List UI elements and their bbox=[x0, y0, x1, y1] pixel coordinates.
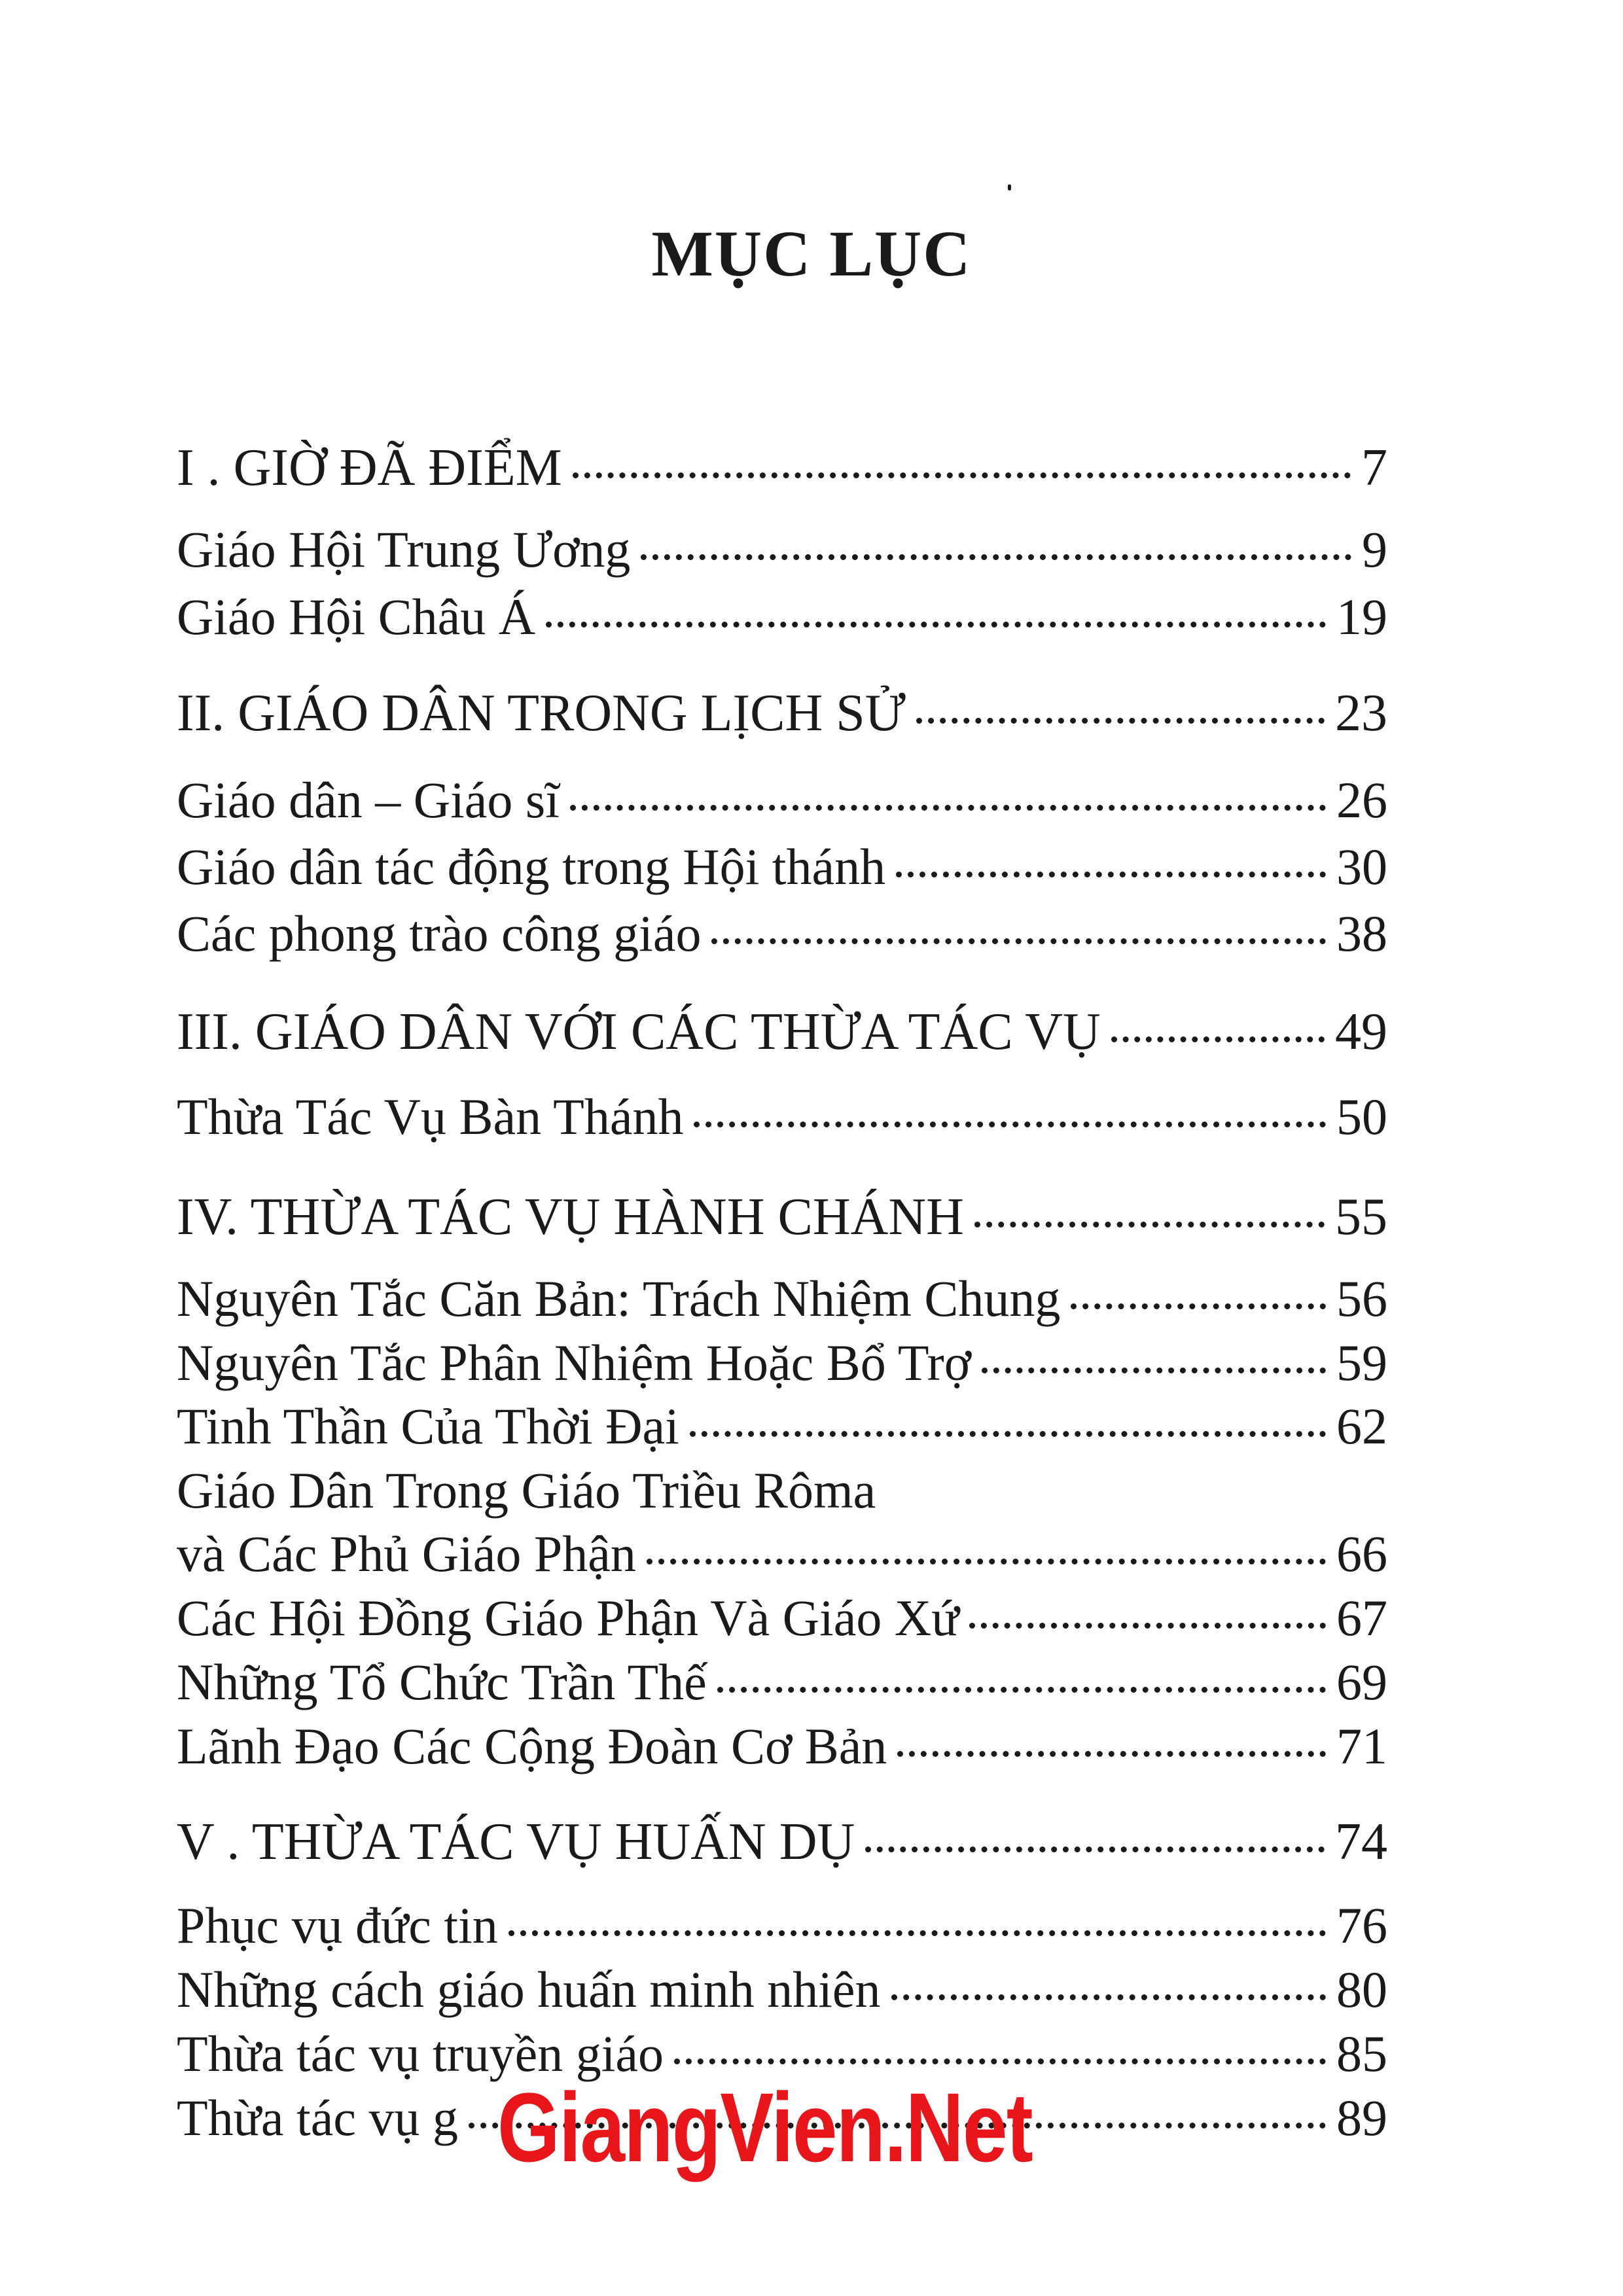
toc-entry-page: 71 bbox=[1336, 1718, 1387, 1775]
toc-entry bbox=[177, 588, 1387, 646]
leader-dots bbox=[690, 1431, 1326, 1437]
toc-entry-page: 67 bbox=[1336, 1589, 1387, 1646]
toc-entry-label: Thừa tác vụ g bbox=[177, 2089, 458, 2146]
toc-entry bbox=[177, 1525, 1387, 1583]
toc-entry-label: Tinh Thần Của Thời Đại bbox=[177, 1398, 679, 1455]
toc-entry-page: 66 bbox=[1336, 1525, 1387, 1582]
toc-entry-page: 62 bbox=[1336, 1398, 1387, 1455]
toc-entry-label: Nguyên Tắc Căn Bản: Trách Nhiệm Chung bbox=[177, 1270, 1061, 1327]
leader-dots bbox=[974, 1222, 1325, 1227]
leader-dots bbox=[717, 1687, 1326, 1693]
toc-entry bbox=[177, 904, 1387, 963]
leader-dots bbox=[896, 872, 1326, 877]
toc-entry-page: 19 bbox=[1336, 588, 1387, 645]
toc-entry bbox=[177, 1896, 1387, 1955]
toc-entry-page: 30 bbox=[1336, 838, 1387, 895]
leader-dots bbox=[508, 1930, 1326, 1936]
scan-speck bbox=[1008, 185, 1011, 190]
leader-dots bbox=[641, 554, 1351, 560]
leader-dots bbox=[891, 1994, 1326, 2000]
toc-entry bbox=[177, 438, 1387, 498]
toc-entry-label: Phục vụ đức tin bbox=[177, 1897, 498, 1954]
toc-entry-page: 38 bbox=[1336, 905, 1387, 962]
toc-entry bbox=[177, 1188, 1387, 1247]
toc-entry bbox=[177, 1333, 1387, 1392]
leader-dots bbox=[897, 1751, 1326, 1757]
toc-entry-page: 59 bbox=[1336, 1334, 1387, 1391]
toc-entry-label: Giáo Dân Trong Giáo Triều Rôma bbox=[177, 1462, 876, 1519]
leader-dots bbox=[865, 1846, 1325, 1852]
toc-entry-label: Giáo Hội Châu Á bbox=[177, 588, 536, 645]
toc-entry-label: Thừa Tác Vụ Bàn Thánh bbox=[177, 1088, 684, 1145]
leader-dots bbox=[982, 1368, 1326, 1373]
toc-entry-page: 80 bbox=[1336, 1961, 1387, 2018]
toc-entry-label: Những cách giáo huấn minh nhiên bbox=[177, 1961, 881, 2018]
toc-entry bbox=[177, 1653, 1387, 1712]
toc-entry-page: 55 bbox=[1335, 1188, 1387, 1246]
toc-entry bbox=[177, 1269, 1387, 1328]
page-title: MỤC LỤC bbox=[651, 217, 972, 290]
leader-dots bbox=[546, 622, 1326, 627]
toc-entry-page: 7 bbox=[1361, 439, 1387, 497]
toc-entry bbox=[177, 1717, 1387, 1776]
toc-entry-label: I . GIỜ ĐÃ ĐIỂM bbox=[177, 439, 562, 497]
toc-entry bbox=[177, 1960, 1387, 2019]
leader-dots bbox=[647, 1559, 1326, 1564]
toc-entry-page: 50 bbox=[1336, 1088, 1387, 1145]
leader-dots bbox=[969, 1623, 1326, 1629]
toc-entry-label: và Các Phủ Giáo Phận bbox=[177, 1525, 636, 1582]
toc-entry-label: Giáo dân – Giáo sĩ bbox=[177, 771, 560, 828]
toc-entry-label: III. GIÁO DÂN VỚI CÁC THỪA TÁC VỤ bbox=[177, 1003, 1101, 1061]
toc-entry-page: 56 bbox=[1336, 1270, 1387, 1327]
toc-entry-page: 76 bbox=[1336, 1897, 1387, 1954]
leader-dots bbox=[1111, 1036, 1325, 1042]
toc-entry bbox=[177, 520, 1387, 579]
leader-dots bbox=[573, 472, 1351, 478]
leader-dots bbox=[674, 2058, 1326, 2064]
toc-entry-label: Các Hội Đồng Giáo Phận Và Giáo Xứ bbox=[177, 1589, 959, 1646]
toc-entry-label: Nguyên Tắc Phân Nhiệm Hoặc Bổ Trợ bbox=[177, 1334, 972, 1391]
toc-entry bbox=[177, 1812, 1387, 1872]
leader-dots bbox=[711, 938, 1326, 944]
toc-entry-label: Những Tổ Chức Trần Thế bbox=[177, 1653, 707, 1710]
toc-entry-label: Giáo dân tác động trong Hội thánh bbox=[177, 838, 886, 895]
toc-entry bbox=[177, 1002, 1387, 1062]
toc-entry-page: 23 bbox=[1335, 684, 1387, 742]
toc-entry-page: 49 bbox=[1335, 1003, 1387, 1061]
leader-dots bbox=[1071, 1303, 1326, 1309]
toc-entry-label: Thừa tác vụ truyền giáo bbox=[177, 2025, 664, 2082]
toc-entry-label: IV. THỪA TÁC VỤ HÀNH CHÁNH bbox=[177, 1188, 964, 1246]
toc-entry-page: 26 bbox=[1336, 771, 1387, 828]
toc-entry bbox=[177, 838, 1387, 896]
watermark-text: GiangVien.Net bbox=[497, 2072, 1033, 2182]
toc-entry-page: 74 bbox=[1335, 1813, 1387, 1871]
leader-dots bbox=[694, 1122, 1326, 1127]
toc-entry-label: Các phong trào công giáo bbox=[177, 905, 702, 962]
toc-entry-page: 89 bbox=[1336, 2089, 1387, 2146]
toc-entry bbox=[177, 1589, 1387, 1648]
toc-entry-page: 85 bbox=[1336, 2025, 1387, 2082]
toc-entry bbox=[177, 1087, 1387, 1146]
toc-entry bbox=[177, 771, 1387, 830]
toc-entry-page: 69 bbox=[1336, 1653, 1387, 1710]
toc-entry bbox=[177, 1397, 1387, 1456]
toc-entry-page: 9 bbox=[1362, 521, 1387, 578]
toc-entry-label: Lãnh Đạo Các Cộng Đoàn Cơ Bản bbox=[177, 1718, 887, 1775]
toc-entry bbox=[177, 684, 1387, 743]
leader-dots bbox=[570, 805, 1326, 811]
leader-dots bbox=[916, 718, 1325, 724]
toc-entry-label: II. GIÁO DÂN TRONG LỊCH SỬ bbox=[177, 684, 906, 742]
toc-entry-label: V . THỪA TÁC VỤ HUẤN DỤ bbox=[177, 1813, 855, 1871]
toc-entry-label: Giáo Hội Trung Ương bbox=[177, 521, 631, 578]
